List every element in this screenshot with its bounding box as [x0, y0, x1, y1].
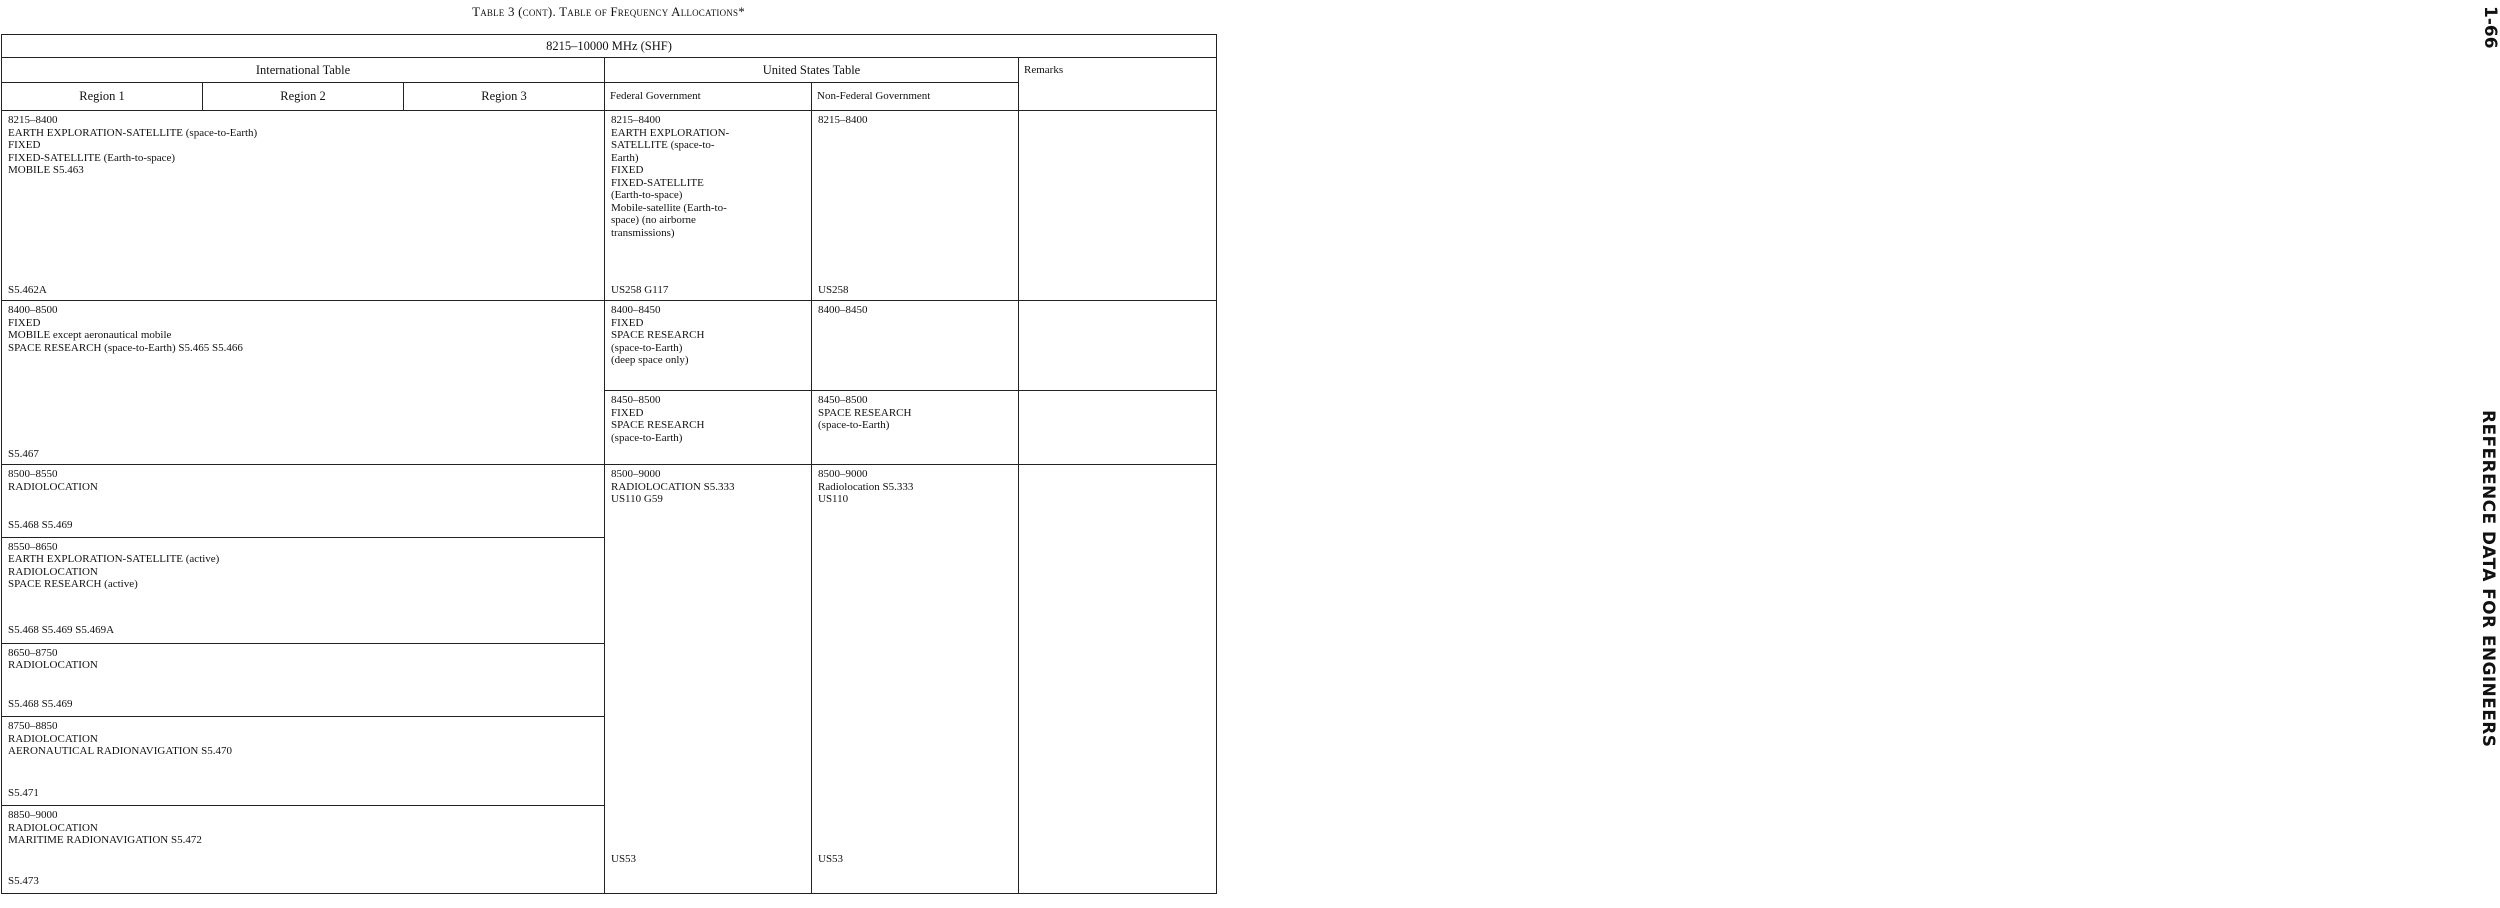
band-range: 8215–8400 [8, 114, 58, 126]
allocation-line: SPACE RESEARCH (space-to-Earth) S5.465 S5.466 [8, 341, 243, 354]
allocation-line: SPACE RESEARCH [818, 406, 912, 419]
footnote-refs: S5.473 [8, 874, 39, 887]
allocation-line: FIXED-SATELLITE (Earth-to-space) [8, 151, 176, 164]
allocation-line: MOBILE S5.463 [8, 164, 84, 176]
non-federal-government-header: Non-Federal Government [812, 83, 1019, 111]
nonfed-8400-8450-cell [812, 301, 1019, 391]
remarks-cell [1019, 391, 1217, 465]
footnote-refs: US53 [818, 852, 844, 865]
region-2-header: Region 2 [203, 83, 404, 111]
intl-8500-8550-cell [2, 465, 605, 538]
intl-8215-8400-cell [2, 111, 605, 301]
allocation-line: RADIOLOCATION [8, 732, 98, 745]
band-range: 8450–8500 [611, 394, 661, 406]
allocation-line: SPACE RESEARCH [611, 329, 705, 341]
allocation-line: RADIOLOCATION S5.333 [611, 480, 735, 493]
allocation-line: (space-to-Earth) [611, 431, 683, 444]
footnote-refs: S5.468 S5.469 [8, 518, 73, 531]
region-3-header: Region 3 [404, 83, 605, 111]
nonfed-8215-8400-cell [812, 111, 1019, 301]
band-range: 8400–8500 [8, 304, 58, 316]
allocation-line: (Earth-to-space) [611, 189, 683, 201]
allocation-line: MARITIME RADIONAVIGATION S5.472 [8, 834, 202, 847]
nonfed-8500-9000-cell [812, 465, 1019, 894]
band-range: 8215–8400 [611, 114, 661, 126]
fed-8215-8400-cell [605, 111, 812, 301]
allocation-line: AERONAUTICAL RADIONAVIGATION S5.470 [8, 745, 232, 758]
allocation-line: RADIOLOCATION [8, 565, 98, 578]
footnote-refs: S5.471 [8, 786, 39, 799]
allocation-line: FIXED [611, 164, 644, 176]
allocation-line: FIXED [611, 316, 644, 329]
allocation-line: RADIOLOCATION [8, 480, 98, 493]
allocation-line: FIXED [8, 316, 41, 329]
allocation-line: EARTH EXPLORATION- [611, 126, 730, 139]
remarks-header: Remarks [1019, 58, 1217, 111]
fed-8400-8450-cell [605, 301, 812, 391]
fed-8450-8500-cell [605, 391, 812, 465]
band-range: 8400–8450 [611, 304, 661, 316]
band-header: 8215–10000 MHz (SHF) [2, 35, 1217, 58]
allocation-line: EARTH EXPLORATION-SATELLITE (space-to-Earth) [8, 126, 258, 139]
page-number: 1-66 [2480, 6, 2500, 49]
allocation-line: transmissions) [611, 226, 675, 239]
intl-8400-8500-cell [2, 301, 605, 465]
remarks-cell [1019, 111, 1217, 301]
allocation-line: (deep space only) [611, 354, 689, 366]
allocation-line: FIXED [8, 139, 41, 151]
allocation-line: Radiolocation S5.333 [818, 480, 914, 493]
footnote-refs: US53 [611, 852, 637, 865]
allocation-line: RADIOLOCATION [8, 659, 98, 672]
frequency-allocation-table [1, 34, 1217, 894]
page-margin [1218, 0, 2500, 908]
band-range: 8650–8750 [8, 646, 58, 659]
band-range: 8215–8400 [818, 114, 868, 126]
band-range: 8850–9000 [8, 809, 58, 822]
footnote-refs: S5.468 S5.469 S5.469A [8, 624, 115, 637]
footnote-refs: S5.462A [8, 283, 47, 296]
fed-8500-9000-cell [605, 465, 812, 894]
footnote-refs: US258 G117 [611, 283, 669, 296]
footnote-refs: S5.468 S5.469 [8, 698, 73, 711]
federal-government-header: Federal Government [605, 83, 812, 111]
allocation-line: SATELLITE (space-to- [611, 139, 715, 151]
allocation-line: SPACE RESEARCH (active) [8, 578, 138, 591]
remarks-cell [1019, 465, 1217, 894]
intl-8550-8650-cell [2, 537, 605, 643]
allocation-line: (space-to-Earth) [611, 341, 683, 354]
region-1-header: Region 1 [2, 83, 203, 111]
nonfed-8450-8500-cell [812, 391, 1019, 465]
allocation-line: (space-to-Earth) [818, 419, 890, 431]
allocation-line: RADIOLOCATION [8, 821, 98, 834]
band-range: 8500–9000 [818, 468, 868, 480]
allocation-line: SPACE RESEARCH [611, 419, 705, 431]
allocation-line: MOBILE except aeronautical mobile [8, 329, 172, 341]
footnote-refs: S5.467 [8, 447, 39, 460]
allocation-line: FIXED-SATELLITE [611, 176, 704, 189]
allocation-line: US110 G59 [611, 493, 663, 505]
running-head: REFERENCE DATA FOR ENGINEERS [2478, 410, 2498, 748]
intl-8850-9000-cell [2, 806, 605, 894]
intl-8750-8850-cell [2, 717, 605, 806]
band-range: 8550–8650 [8, 540, 58, 553]
allocation-line: Earth) [611, 151, 639, 164]
table-caption: Table 3 (cont). Table of Frequency Allocations* [472, 4, 745, 19]
band-range: 8450–8500 [818, 394, 868, 406]
band-range: 8750–8850 [8, 720, 58, 733]
allocation-line: Mobile-satellite (Earth-to- [611, 201, 727, 214]
band-range: 8400–8450 [818, 304, 868, 316]
us-table-header: United States Table [605, 58, 1019, 83]
international-table-header: International Table [2, 58, 605, 83]
allocation-line: space) (no airborne [611, 214, 696, 226]
band-range: 8500–9000 [611, 468, 661, 480]
band-range: 8500–8550 [8, 468, 58, 480]
allocation-line: FIXED [611, 406, 644, 419]
remarks-cell [1019, 301, 1217, 391]
allocation-line: US110 [818, 493, 849, 505]
footnote-refs: US258 [818, 283, 849, 296]
allocation-line: EARTH EXPLORATION-SATELLITE (active) [8, 553, 220, 566]
intl-8650-8750-cell [2, 643, 605, 717]
